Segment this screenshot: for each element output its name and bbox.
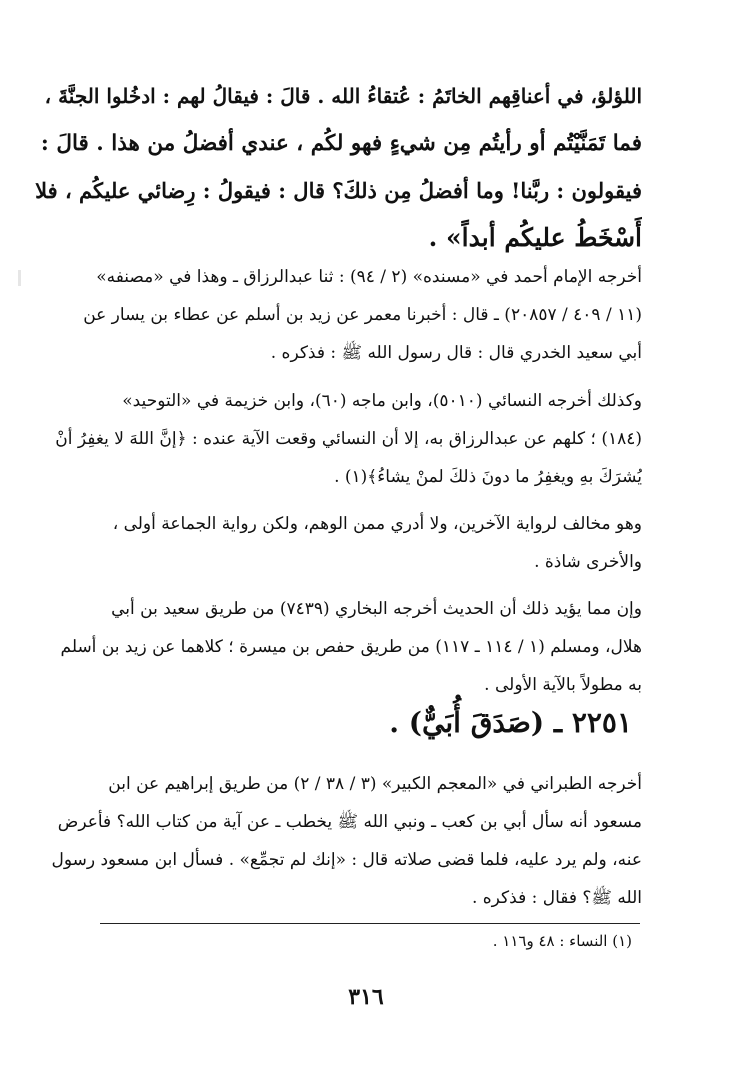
footnote: (١) النساء : ٤٨ و١١٦ .	[492, 932, 632, 950]
paragraph-line: (١٨٤) ؛ كلهم عن عبدالرزاق به، إلا أن النسائي وقعت الآية عنده : ﴿إنَّ اللهَ لا يغفِرُ أنْ	[55, 429, 642, 449]
paragraph-line: الله ﷺ؟ فقال : فذكره .	[471, 888, 642, 908]
footnote-separator	[100, 923, 640, 924]
hadith-line: فما تَمَنَّيْتُم أو رأيتُم مِن شيءٍ فهو لكُم ، عندي أفضلُ من هذا . قالَ :	[40, 131, 642, 156]
paragraph-line: وهو مخالف لرواية الآخرين، ولا أدري ممن الوهم، ولكن رواية الجماعة أولى ،	[112, 514, 642, 534]
scan-mark	[18, 270, 21, 286]
hadith-line: فيقولون : ربَّنا! وما أفضلُ مِن ذلكَ؟ قال : فيقولُ : رِضائي عليكُم ، فلا	[35, 178, 642, 203]
takhrij-paragraph	[34, 590, 642, 704]
paragraph-line: أخرجه الطبراني في «المعجم الكبير» (٣ / ٣٨ / ٢) من طريق إبراهيم عن ابن	[108, 774, 642, 794]
paragraph-line: يُشرَكَ بهِ ويغفِرُ ما دونَ ذلكَ لمنْ يشاءُ﴾(١) .	[334, 467, 642, 487]
section-paragraph	[34, 765, 642, 917]
paragraph-line: مسعود أنه سأل أبي بن كعب ـ ونبي الله ﷺ يخطب ـ عن آية من كتاب الله؟ فأعرض	[57, 812, 642, 832]
paragraph-line: (١١ / ٤٠٩ / ٢٠٨٥٧) ـ قال : أخبرنا معمر عن زيد بن أسلم عن عطاء بن يسار عن	[83, 305, 642, 325]
takhrij-paragraph	[34, 382, 642, 496]
hadith-heading: ٢٢٥١ ـ (صَدَقَ أُبَيٌّ) .	[389, 706, 632, 739]
takhrij-paragraph	[34, 505, 642, 581]
page-number: ٣١٦	[348, 984, 384, 1010]
paragraph-line: عنه، ولم يرد عليه، فلما قضى صلاته قال : «إنك لم تجمِّع» . فسأل ابن مسعود رسول	[51, 850, 642, 870]
paragraph-line: وكذلك أخرجه النسائي (٥٠١٠)، وابن ماجه (٦٠)، وابن خزيمة في «التوحيد»	[122, 391, 642, 411]
takhrij-paragraph	[34, 258, 642, 372]
paragraph-line: أخرجه الإمام أحمد في «مسنده» (٢ / ٩٤) : ثنا عبدالرزاق ـ وهذا في «مصنفه»	[96, 267, 642, 287]
paragraph-line: والأخرى شاذة .	[534, 552, 642, 572]
hadith-line: أَسْخَطُ عليكُم أبداً» .	[428, 223, 642, 252]
paragraph-line: هلال، ومسلم (١ / ١١٤ ـ ١١٧) من طريق حفص بن ميسرة ؛ كلاهما عن زيد بن أسلم	[60, 637, 642, 657]
paragraph-line: وإن مما يؤيد ذلك أن الحديث أخرجه البخاري (٧٤٣٩) من طريق سعيد بن أبي	[111, 599, 642, 619]
hadith-line: اللؤلؤ، في أعناقِهم الخاتَمُ : عُتقاءُ الله . قالَ : فيقالُ لهم : ادخُلوا الجنَّةَ ،	[44, 84, 642, 108]
paragraph-line: به مطولاً بالآية الأولى .	[484, 675, 642, 695]
paragraph-line: أبي سعيد الخدري قال : قال رسول الله ﷺ : فذكره .	[270, 343, 642, 363]
hadith-text	[34, 73, 642, 261]
